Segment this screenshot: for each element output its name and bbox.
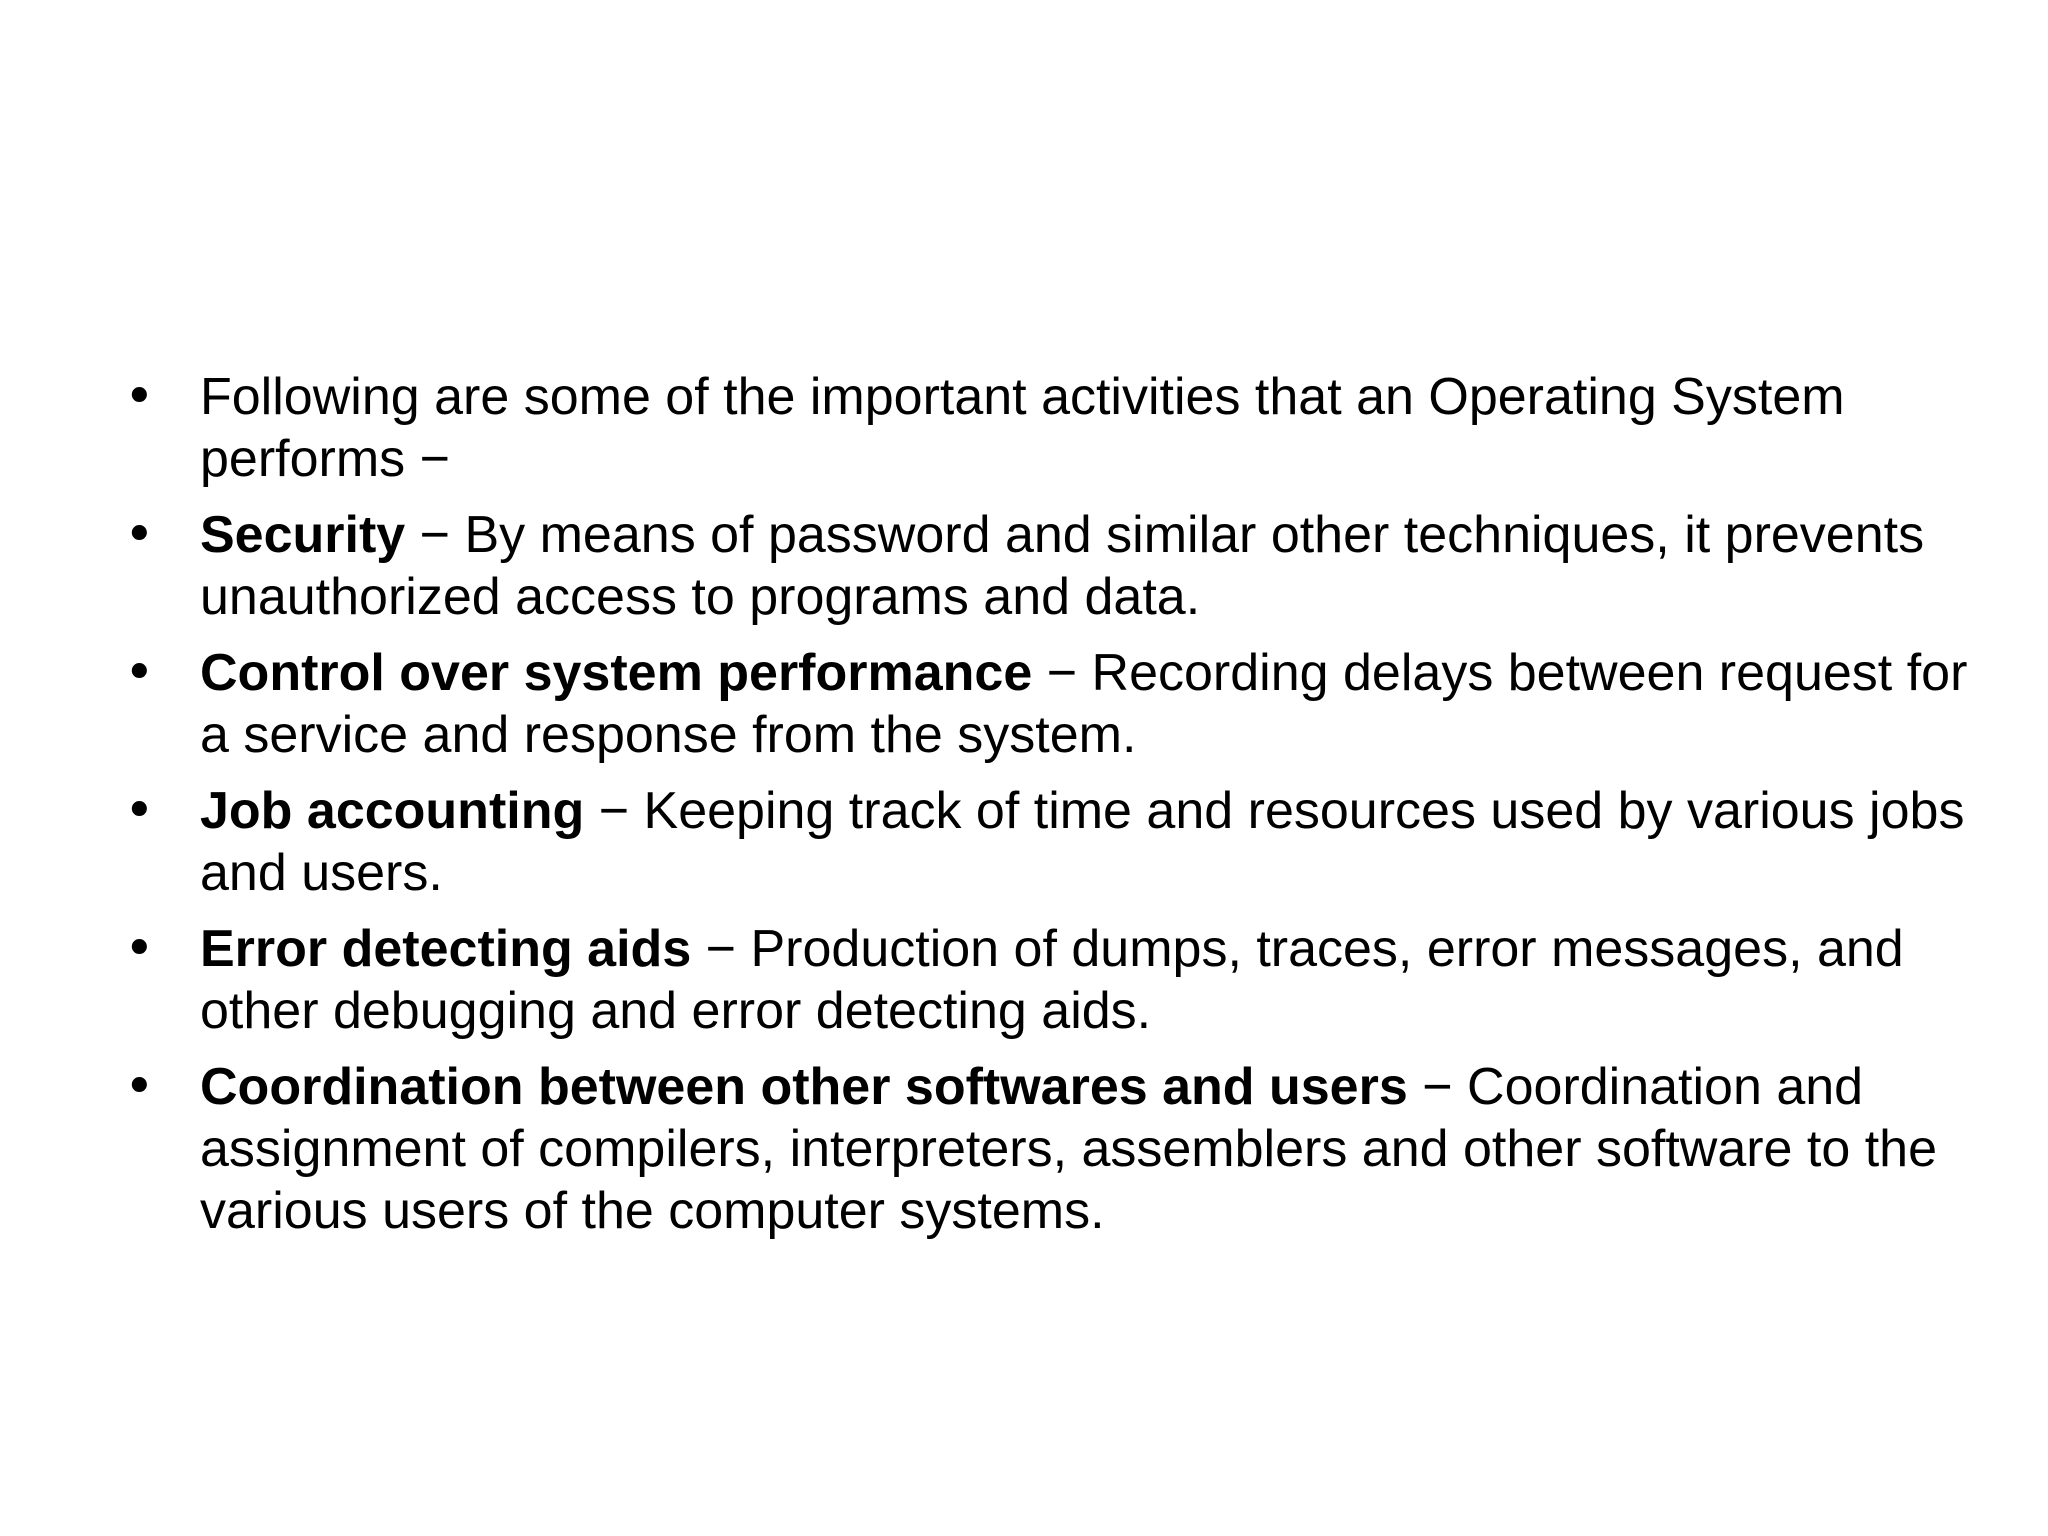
bullet-dot-icon: • bbox=[124, 643, 155, 703]
bullet-item-security bbox=[124, 504, 1980, 628]
bullet-separator: − bbox=[691, 920, 751, 978]
bullet-dot-icon: • bbox=[124, 1057, 155, 1117]
bullet-term: Job accounting bbox=[200, 782, 585, 840]
bullet-text: Production of dumps, traces, error messages, and other debugging and error detecting aids. bbox=[200, 920, 1904, 1040]
bullet-separator: − bbox=[1407, 1058, 1468, 1116]
bullet-separator: − bbox=[1032, 644, 1092, 702]
bullet-text: Coordination and assignment of compilers, interpreters, assemblers and other software to the various users of the computer systems. bbox=[200, 1058, 1938, 1240]
bullet-list bbox=[124, 366, 1980, 1256]
bullet-dot-icon: • bbox=[124, 781, 155, 841]
bullet-text: Following are some of the important activities that an Operating System performs − bbox=[200, 368, 1845, 488]
bullet-dot-icon: • bbox=[124, 505, 155, 565]
bullet-dot-icon: • bbox=[124, 919, 155, 979]
bullet-item-coordination bbox=[124, 1056, 1980, 1242]
bullet-item-job-accounting bbox=[124, 780, 1980, 904]
bullet-text: By means of password and similar other techniques, it prevents unauthorized access to programs and data. bbox=[200, 506, 1925, 626]
bullet-term: Coordination between other softwares and users bbox=[200, 1058, 1408, 1116]
bullet-item-error-detecting bbox=[124, 918, 1980, 1042]
bullet-separator: − bbox=[584, 782, 644, 840]
bullet-term: Control over system performance bbox=[200, 644, 1033, 702]
bullet-text: Recording delays between request for a service and response from the system. bbox=[200, 644, 1968, 764]
bullet-term: Error detecting aids bbox=[200, 920, 692, 978]
bullet-item-intro bbox=[124, 366, 1980, 490]
bullet-dot-icon: • bbox=[124, 367, 155, 427]
bullet-text: Keeping track of time and resources used by various jobs and users. bbox=[200, 782, 1965, 902]
bullet-item-control-performance bbox=[124, 642, 1980, 766]
bullet-term: Security bbox=[200, 506, 406, 564]
bullet-separator: − bbox=[405, 506, 465, 564]
